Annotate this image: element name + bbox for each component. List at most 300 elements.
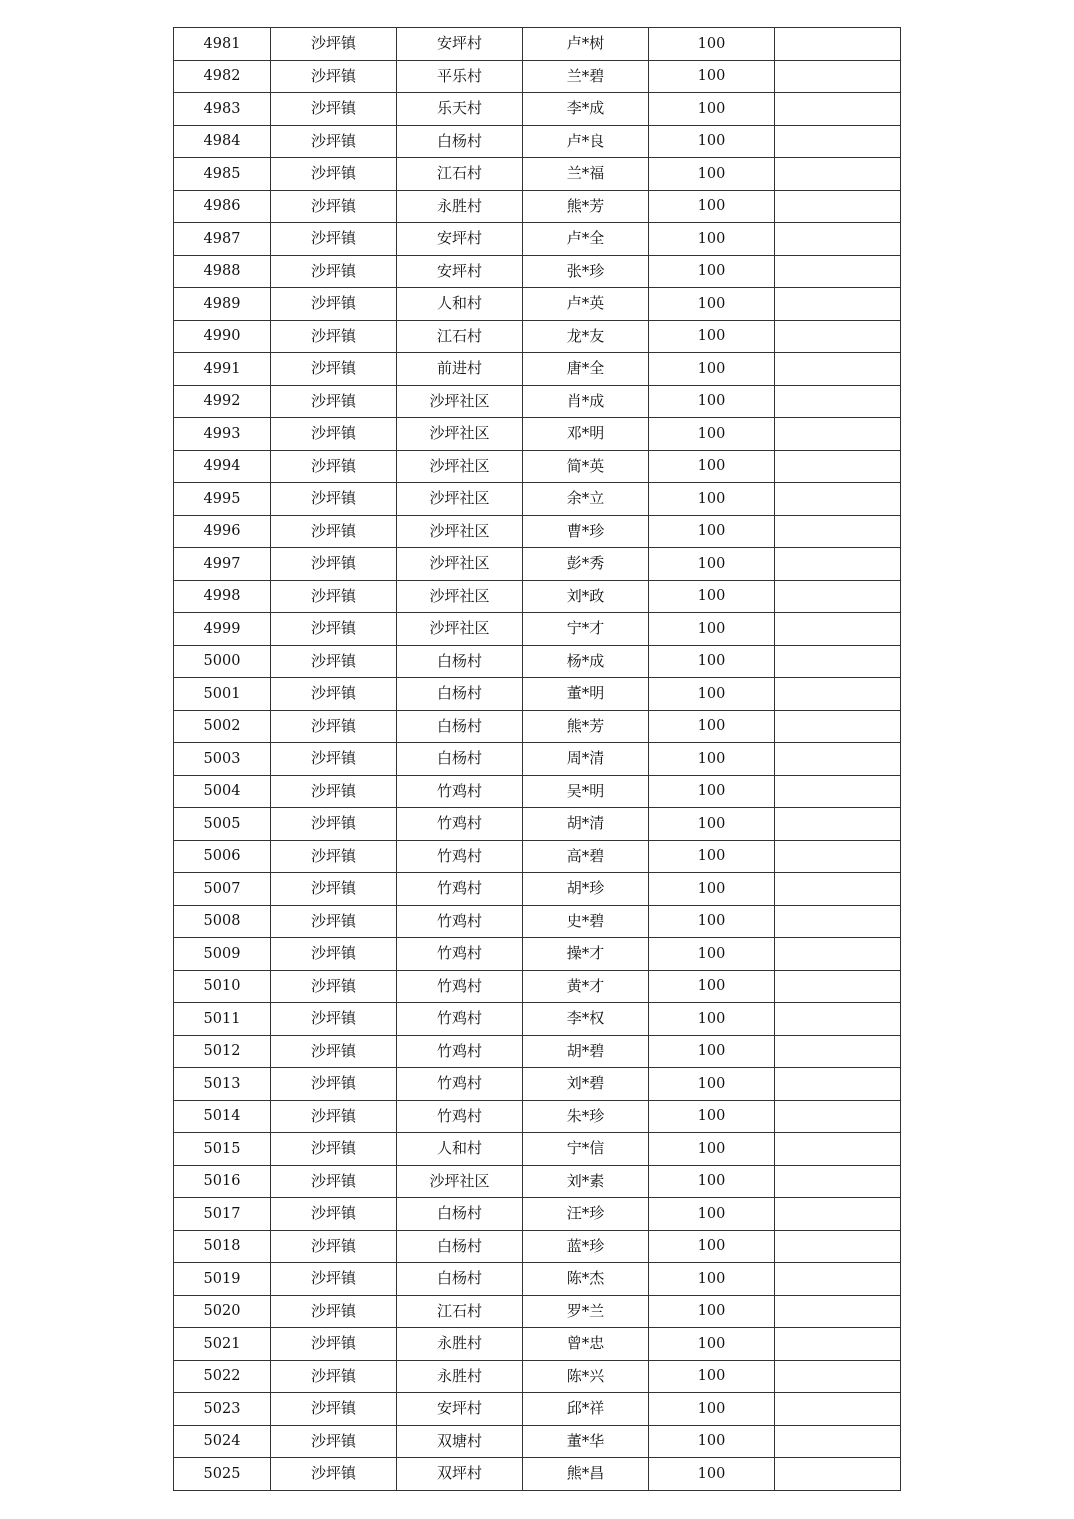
cell-village: 永胜村	[397, 1328, 523, 1361]
table-row	[174, 158, 901, 191]
cell-town: 沙坪镇	[271, 1360, 397, 1393]
cell-seq: 4981	[174, 28, 271, 61]
cell-seq: 5004	[174, 775, 271, 808]
cell-village: 平乐村	[397, 60, 523, 93]
cell-seq: 5010	[174, 970, 271, 1003]
cell-village: 安坪村	[397, 1393, 523, 1426]
cell-name: 龙*友	[523, 320, 649, 353]
cell-amount: 100	[649, 645, 775, 678]
cell-name: 蓝*珍	[523, 1230, 649, 1263]
cell-town: 沙坪镇	[271, 1100, 397, 1133]
table-row	[174, 1133, 901, 1166]
cell-note	[775, 905, 901, 938]
cell-seq: 4983	[174, 93, 271, 126]
cell-note	[775, 93, 901, 126]
cell-seq: 5014	[174, 1100, 271, 1133]
cell-amount: 100	[649, 1035, 775, 1068]
cell-village: 永胜村	[397, 190, 523, 223]
cell-seq: 4996	[174, 515, 271, 548]
cell-note	[775, 938, 901, 971]
cell-note	[775, 320, 901, 353]
table-row	[174, 385, 901, 418]
cell-note	[775, 775, 901, 808]
cell-village: 白杨村	[397, 678, 523, 711]
cell-note	[775, 1003, 901, 1036]
cell-village: 人和村	[397, 1133, 523, 1166]
cell-seq: 4994	[174, 450, 271, 483]
cell-town: 沙坪镇	[271, 548, 397, 581]
cell-note	[775, 1458, 901, 1491]
cell-name: 熊*芳	[523, 710, 649, 743]
cell-seq: 5006	[174, 840, 271, 873]
cell-seq: 4982	[174, 60, 271, 93]
cell-name: 刘*素	[523, 1165, 649, 1198]
cell-amount: 100	[649, 1003, 775, 1036]
cell-amount: 100	[649, 1425, 775, 1458]
cell-name: 罗*兰	[523, 1295, 649, 1328]
table-row	[174, 970, 901, 1003]
cell-name: 陈*杰	[523, 1263, 649, 1296]
cell-seq: 5021	[174, 1328, 271, 1361]
cell-name: 杨*成	[523, 645, 649, 678]
cell-village: 江石村	[397, 1295, 523, 1328]
cell-amount: 100	[649, 613, 775, 646]
cell-seq: 4990	[174, 320, 271, 353]
cell-town: 沙坪镇	[271, 808, 397, 841]
cell-amount: 100	[649, 710, 775, 743]
document-page	[173, 27, 901, 1491]
cell-note	[775, 710, 901, 743]
cell-town: 沙坪镇	[271, 1133, 397, 1166]
table-row	[174, 1230, 901, 1263]
cell-town: 沙坪镇	[271, 1068, 397, 1101]
cell-note	[775, 1263, 901, 1296]
cell-seq: 5009	[174, 938, 271, 971]
cell-amount: 100	[649, 580, 775, 613]
cell-note	[775, 385, 901, 418]
cell-name: 曾*忠	[523, 1328, 649, 1361]
cell-name: 胡*珍	[523, 873, 649, 906]
cell-amount: 100	[649, 775, 775, 808]
cell-town: 沙坪镇	[271, 938, 397, 971]
cell-amount: 100	[649, 190, 775, 223]
cell-note	[775, 1035, 901, 1068]
cell-amount: 100	[649, 1263, 775, 1296]
table-row	[174, 255, 901, 288]
cell-seq: 5001	[174, 678, 271, 711]
cell-note	[775, 418, 901, 451]
cell-village: 安坪村	[397, 28, 523, 61]
cell-name: 卢*全	[523, 223, 649, 256]
cell-town: 沙坪镇	[271, 613, 397, 646]
cell-village: 双塘村	[397, 1425, 523, 1458]
cell-town: 沙坪镇	[271, 1393, 397, 1426]
cell-note	[775, 1068, 901, 1101]
cell-note	[775, 288, 901, 321]
cell-name: 兰*碧	[523, 60, 649, 93]
cell-name: 李*成	[523, 93, 649, 126]
cell-amount: 100	[649, 28, 775, 61]
cell-village: 竹鸡村	[397, 970, 523, 1003]
cell-village: 人和村	[397, 288, 523, 321]
cell-village: 竹鸡村	[397, 905, 523, 938]
cell-note	[775, 1328, 901, 1361]
cell-note	[775, 1393, 901, 1426]
cell-town: 沙坪镇	[271, 418, 397, 451]
table-row	[174, 808, 901, 841]
cell-town: 沙坪镇	[271, 320, 397, 353]
cell-village: 竹鸡村	[397, 873, 523, 906]
cell-name: 周*清	[523, 743, 649, 776]
cell-note	[775, 1198, 901, 1231]
table-row	[174, 1328, 901, 1361]
table-row	[174, 678, 901, 711]
cell-seq: 5017	[174, 1198, 271, 1231]
cell-name: 卢*英	[523, 288, 649, 321]
cell-name: 唐*全	[523, 353, 649, 386]
cell-village: 竹鸡村	[397, 775, 523, 808]
cell-name: 兰*福	[523, 158, 649, 191]
table-row	[174, 1458, 901, 1491]
cell-amount: 100	[649, 1393, 775, 1426]
table-row	[174, 1393, 901, 1426]
cell-village: 江石村	[397, 158, 523, 191]
table-row	[174, 320, 901, 353]
cell-amount: 100	[649, 223, 775, 256]
cell-amount: 100	[649, 678, 775, 711]
cell-town: 沙坪镇	[271, 1458, 397, 1491]
table-row	[174, 775, 901, 808]
table-row	[174, 645, 901, 678]
cell-town: 沙坪镇	[271, 645, 397, 678]
table-row	[174, 28, 901, 61]
table-row	[174, 1425, 901, 1458]
cell-town: 沙坪镇	[271, 515, 397, 548]
cell-seq: 5011	[174, 1003, 271, 1036]
cell-name: 刘*政	[523, 580, 649, 613]
table-row	[174, 1165, 901, 1198]
cell-village: 白杨村	[397, 125, 523, 158]
cell-amount: 100	[649, 93, 775, 126]
cell-name: 彭*秀	[523, 548, 649, 581]
cell-seq: 4998	[174, 580, 271, 613]
cell-name: 简*英	[523, 450, 649, 483]
cell-amount: 100	[649, 515, 775, 548]
cell-amount: 100	[649, 873, 775, 906]
cell-name: 史*碧	[523, 905, 649, 938]
cell-town: 沙坪镇	[271, 1035, 397, 1068]
cell-amount: 100	[649, 1165, 775, 1198]
cell-amount: 100	[649, 1458, 775, 1491]
cell-seq: 5016	[174, 1165, 271, 1198]
cell-seq: 4995	[174, 483, 271, 516]
table-row	[174, 938, 901, 971]
cell-village: 白杨村	[397, 1198, 523, 1231]
cell-amount: 100	[649, 1198, 775, 1231]
cell-name: 李*权	[523, 1003, 649, 1036]
cell-town: 沙坪镇	[271, 125, 397, 158]
cell-town: 沙坪镇	[271, 580, 397, 613]
cell-note	[775, 223, 901, 256]
cell-amount: 100	[649, 1100, 775, 1133]
cell-village: 竹鸡村	[397, 808, 523, 841]
cell-name: 卢*良	[523, 125, 649, 158]
cell-village: 沙坪社区	[397, 483, 523, 516]
cell-seq: 4999	[174, 613, 271, 646]
cell-name: 胡*碧	[523, 1035, 649, 1068]
cell-name: 高*碧	[523, 840, 649, 873]
cell-amount: 100	[649, 808, 775, 841]
cell-town: 沙坪镇	[271, 483, 397, 516]
cell-amount: 100	[649, 1133, 775, 1166]
cell-amount: 100	[649, 840, 775, 873]
cell-amount: 100	[649, 320, 775, 353]
table-body	[174, 28, 901, 1491]
cell-village: 竹鸡村	[397, 840, 523, 873]
cell-amount: 100	[649, 483, 775, 516]
cell-village: 沙坪社区	[397, 613, 523, 646]
cell-seq: 4993	[174, 418, 271, 451]
cell-village: 沙坪社区	[397, 548, 523, 581]
table-row	[174, 515, 901, 548]
cell-amount: 100	[649, 1230, 775, 1263]
cell-village: 沙坪社区	[397, 418, 523, 451]
cell-name: 熊*昌	[523, 1458, 649, 1491]
table-row	[174, 1295, 901, 1328]
cell-amount: 100	[649, 743, 775, 776]
cell-note	[775, 840, 901, 873]
cell-town: 沙坪镇	[271, 158, 397, 191]
cell-town: 沙坪镇	[271, 60, 397, 93]
table-row	[174, 873, 901, 906]
cell-town: 沙坪镇	[271, 1230, 397, 1263]
cell-name: 宁*才	[523, 613, 649, 646]
cell-name: 余*立	[523, 483, 649, 516]
cell-amount: 100	[649, 548, 775, 581]
table-row	[174, 905, 901, 938]
cell-seq: 4984	[174, 125, 271, 158]
cell-town: 沙坪镇	[271, 905, 397, 938]
cell-name: 邓*明	[523, 418, 649, 451]
cell-village: 沙坪社区	[397, 580, 523, 613]
cell-village: 沙坪社区	[397, 515, 523, 548]
cell-name: 操*才	[523, 938, 649, 971]
table-row	[174, 1068, 901, 1101]
cell-name: 曹*珍	[523, 515, 649, 548]
cell-town: 沙坪镇	[271, 1263, 397, 1296]
cell-village: 双坪村	[397, 1458, 523, 1491]
table-row	[174, 418, 901, 451]
cell-amount: 100	[649, 60, 775, 93]
cell-village: 白杨村	[397, 710, 523, 743]
cell-seq: 4991	[174, 353, 271, 386]
cell-town: 沙坪镇	[271, 385, 397, 418]
cell-town: 沙坪镇	[271, 775, 397, 808]
cell-seq: 4986	[174, 190, 271, 223]
table-row	[174, 1198, 901, 1231]
cell-note	[775, 580, 901, 613]
cell-amount: 100	[649, 1360, 775, 1393]
cell-seq: 5002	[174, 710, 271, 743]
table-row	[174, 1035, 901, 1068]
table-row	[174, 353, 901, 386]
cell-seq: 5008	[174, 905, 271, 938]
cell-seq: 5013	[174, 1068, 271, 1101]
cell-name: 吴*明	[523, 775, 649, 808]
cell-amount: 100	[649, 418, 775, 451]
cell-village: 安坪村	[397, 223, 523, 256]
table-row	[174, 450, 901, 483]
cell-note	[775, 743, 901, 776]
cell-town: 沙坪镇	[271, 1198, 397, 1231]
cell-town: 沙坪镇	[271, 1003, 397, 1036]
cell-name: 刘*碧	[523, 1068, 649, 1101]
table-row	[174, 710, 901, 743]
cell-town: 沙坪镇	[271, 743, 397, 776]
cell-note	[775, 970, 901, 1003]
cell-village: 沙坪社区	[397, 1165, 523, 1198]
cell-village: 江石村	[397, 320, 523, 353]
cell-name: 卢*树	[523, 28, 649, 61]
cell-seq: 4988	[174, 255, 271, 288]
cell-seq: 5022	[174, 1360, 271, 1393]
table-row	[174, 613, 901, 646]
cell-town: 沙坪镇	[271, 255, 397, 288]
cell-town: 沙坪镇	[271, 28, 397, 61]
cell-village: 白杨村	[397, 645, 523, 678]
table-row	[174, 288, 901, 321]
table-row	[174, 93, 901, 126]
cell-town: 沙坪镇	[271, 450, 397, 483]
cell-amount: 100	[649, 288, 775, 321]
cell-name: 邱*祥	[523, 1393, 649, 1426]
cell-note	[775, 190, 901, 223]
cell-seq: 5023	[174, 1393, 271, 1426]
table-row	[174, 1003, 901, 1036]
cell-amount: 100	[649, 1068, 775, 1101]
cell-town: 沙坪镇	[271, 678, 397, 711]
cell-amount: 100	[649, 125, 775, 158]
cell-seq: 5025	[174, 1458, 271, 1491]
cell-town: 沙坪镇	[271, 710, 397, 743]
cell-amount: 100	[649, 938, 775, 971]
table-row	[174, 483, 901, 516]
cell-village: 白杨村	[397, 1230, 523, 1263]
cell-name: 熊*芳	[523, 190, 649, 223]
cell-town: 沙坪镇	[271, 873, 397, 906]
cell-village: 乐天村	[397, 93, 523, 126]
cell-note	[775, 808, 901, 841]
cell-village: 沙坪社区	[397, 385, 523, 418]
cell-seq: 5003	[174, 743, 271, 776]
cell-note	[775, 255, 901, 288]
table-row	[174, 1100, 901, 1133]
cell-seq: 5020	[174, 1295, 271, 1328]
cell-note	[775, 1165, 901, 1198]
cell-note	[775, 873, 901, 906]
table-row	[174, 190, 901, 223]
cell-note	[775, 353, 901, 386]
cell-name: 宁*信	[523, 1133, 649, 1166]
cell-town: 沙坪镇	[271, 353, 397, 386]
cell-note	[775, 1133, 901, 1166]
table-row	[174, 548, 901, 581]
cell-note	[775, 678, 901, 711]
table-row	[174, 223, 901, 256]
cell-note	[775, 1100, 901, 1133]
cell-note	[775, 645, 901, 678]
cell-amount: 100	[649, 353, 775, 386]
cell-note	[775, 1360, 901, 1393]
cell-seq: 4987	[174, 223, 271, 256]
cell-note	[775, 1425, 901, 1458]
cell-town: 沙坪镇	[271, 1328, 397, 1361]
cell-village: 竹鸡村	[397, 1003, 523, 1036]
cell-note	[775, 158, 901, 191]
cell-village: 白杨村	[397, 743, 523, 776]
cell-name: 董*明	[523, 678, 649, 711]
cell-village: 竹鸡村	[397, 1035, 523, 1068]
cell-note	[775, 515, 901, 548]
cell-note	[775, 125, 901, 158]
cell-amount: 100	[649, 158, 775, 191]
table-row	[174, 840, 901, 873]
cell-village: 白杨村	[397, 1263, 523, 1296]
cell-seq: 5024	[174, 1425, 271, 1458]
cell-town: 沙坪镇	[271, 1295, 397, 1328]
cell-village: 沙坪社区	[397, 450, 523, 483]
table-row	[174, 1360, 901, 1393]
cell-seq: 5015	[174, 1133, 271, 1166]
cell-village: 竹鸡村	[397, 1100, 523, 1133]
cell-village: 永胜村	[397, 1360, 523, 1393]
cell-name: 陈*兴	[523, 1360, 649, 1393]
cell-seq: 5019	[174, 1263, 271, 1296]
cell-name: 汪*珍	[523, 1198, 649, 1231]
cell-note	[775, 548, 901, 581]
cell-amount: 100	[649, 385, 775, 418]
cell-village: 竹鸡村	[397, 938, 523, 971]
cell-amount: 100	[649, 255, 775, 288]
cell-town: 沙坪镇	[271, 190, 397, 223]
table-row	[174, 60, 901, 93]
cell-name: 肖*成	[523, 385, 649, 418]
cell-seq: 4985	[174, 158, 271, 191]
cell-amount: 100	[649, 1295, 775, 1328]
cell-town: 沙坪镇	[271, 840, 397, 873]
cell-amount: 100	[649, 970, 775, 1003]
cell-seq: 5007	[174, 873, 271, 906]
cell-note	[775, 28, 901, 61]
cell-village: 安坪村	[397, 255, 523, 288]
table-row	[174, 743, 901, 776]
table-row	[174, 580, 901, 613]
table-row	[174, 125, 901, 158]
cell-village: 前进村	[397, 353, 523, 386]
cell-name: 董*华	[523, 1425, 649, 1458]
table-row	[174, 1263, 901, 1296]
cell-name: 朱*珍	[523, 1100, 649, 1133]
cell-name: 黄*才	[523, 970, 649, 1003]
cell-town: 沙坪镇	[271, 1165, 397, 1198]
cell-note	[775, 450, 901, 483]
cell-town: 沙坪镇	[271, 223, 397, 256]
cell-seq: 5005	[174, 808, 271, 841]
cell-amount: 100	[649, 1328, 775, 1361]
cell-village: 竹鸡村	[397, 1068, 523, 1101]
cell-amount: 100	[649, 450, 775, 483]
cell-seq: 4997	[174, 548, 271, 581]
